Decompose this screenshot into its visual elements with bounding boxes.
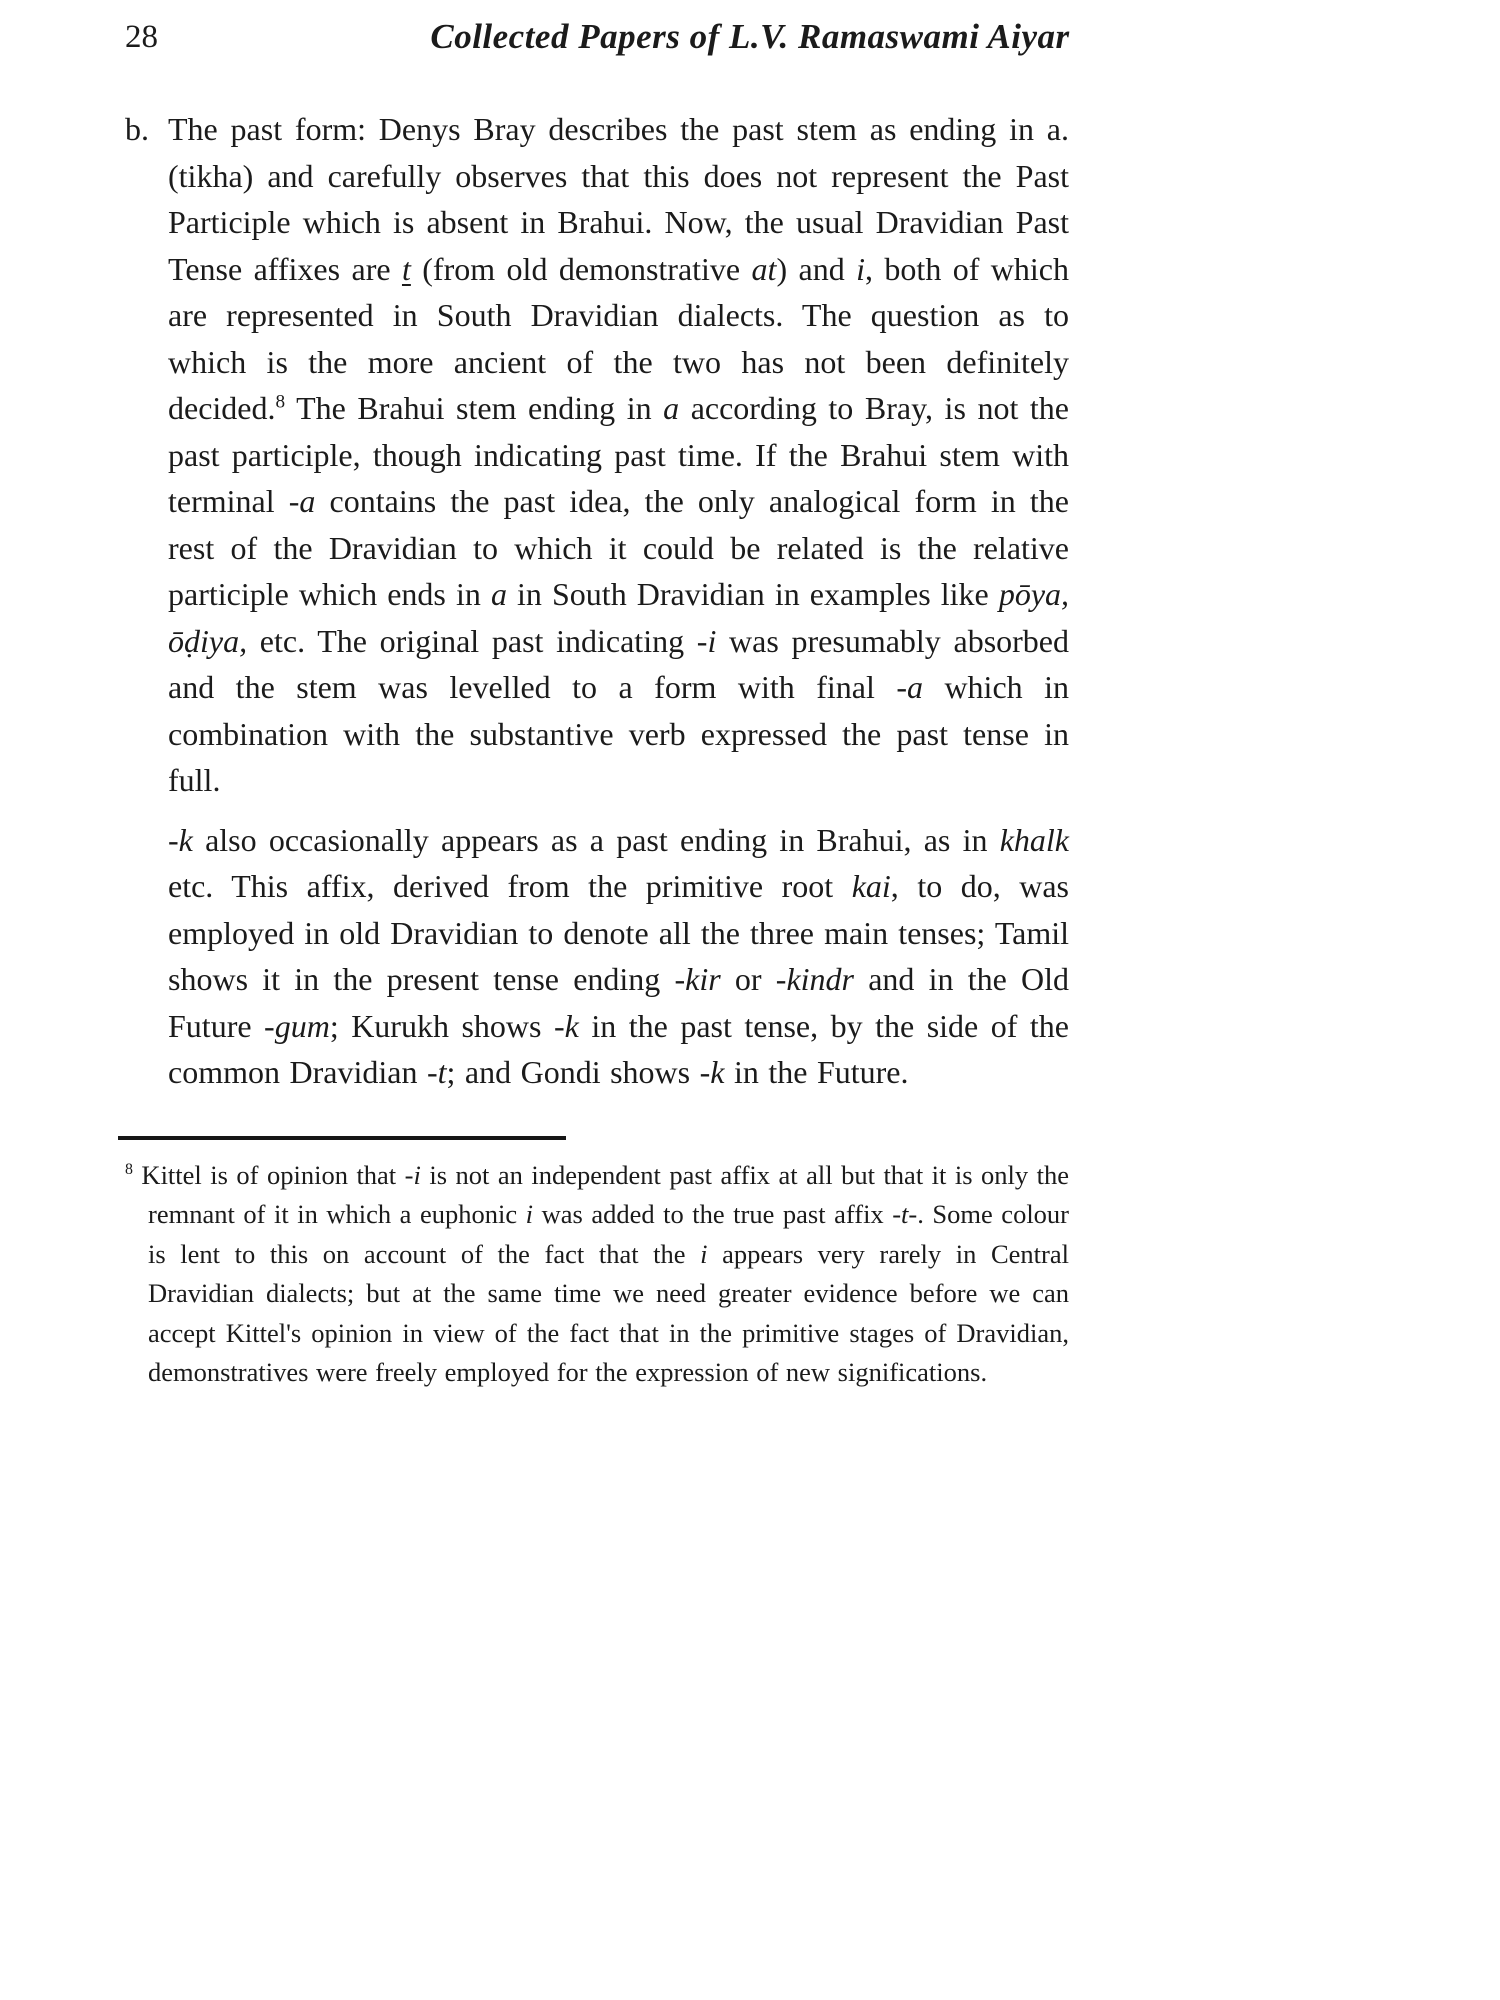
footnote-separator (118, 1136, 566, 1140)
footnote-text: $^8$ Kittel is of opinion that -i is not an independent past affix at all but that it is only the remnant of it in which a euphonic i was added to the true past affix -t-. Some colour is lent to this on account of the fact that the i appears very rarely in Central Dravidian dialects; but at the same time we need greater evidence before we can accept Kittel's opinion in view of the fact that in the primitive stages of Dravidian, demonstratives were freely employed for the expression of new significations. (125, 1159, 1070, 1387)
paragraph-k-affix-text: -k also occasionally appears as a past ending in Brahui, as in khalk etc. This affix, derived from the primitive root kai, to do, was employed in old Dravidian to denote all the three main tenses; Tamil shows it in the present tense ending -kir or -kindr and in the Old Future -gum; Kurukh shows -k in the past tense, by the side of the common Dravidian -t; and Gondi shows -k in the Future. (168, 821, 1070, 1090)
running-title: Collected Papers of L.V. Ramaswami Aiyar (430, 17, 1070, 56)
footnote (125, 1156, 1069, 1393)
list-item-label-b: b. (125, 111, 149, 147)
page-number: 28 (125, 19, 158, 55)
paragraph-past-form-text: The past form: Denys Bray describes the past stem as ending in a. (tikha) and carefully observes that this does not represent the Past Participle which is absent in Brahui. Now, the usual Dravidian Past Tense affixes are t (from old demonstrative at) and i, both of which are represented in South Dravidian dialects. The question as to which is the more ancient of the two has not been definitely decided.$^8$ The Brahui stem ending in a according to Bray, is not the past participle, though indicating past time. If the Brahui stem with terminal -a contains the past idea, the only analogical form in the rest of the Dravidian to which it could be related is the relative participle which ends in a in South Dravidian in examples like pōya, ōḍiya, etc. The original past indicating -i was presumably absorbed and the stem was levelled to a form with final -a which in combination with the substantive verb expressed the past tense in full. (168, 111, 1070, 798)
page-header (0, 16, 1500, 68)
paragraph-k-affix (125, 817, 1069, 1096)
paragraph-past-form (125, 106, 1069, 804)
text-column (125, 106, 1069, 1393)
